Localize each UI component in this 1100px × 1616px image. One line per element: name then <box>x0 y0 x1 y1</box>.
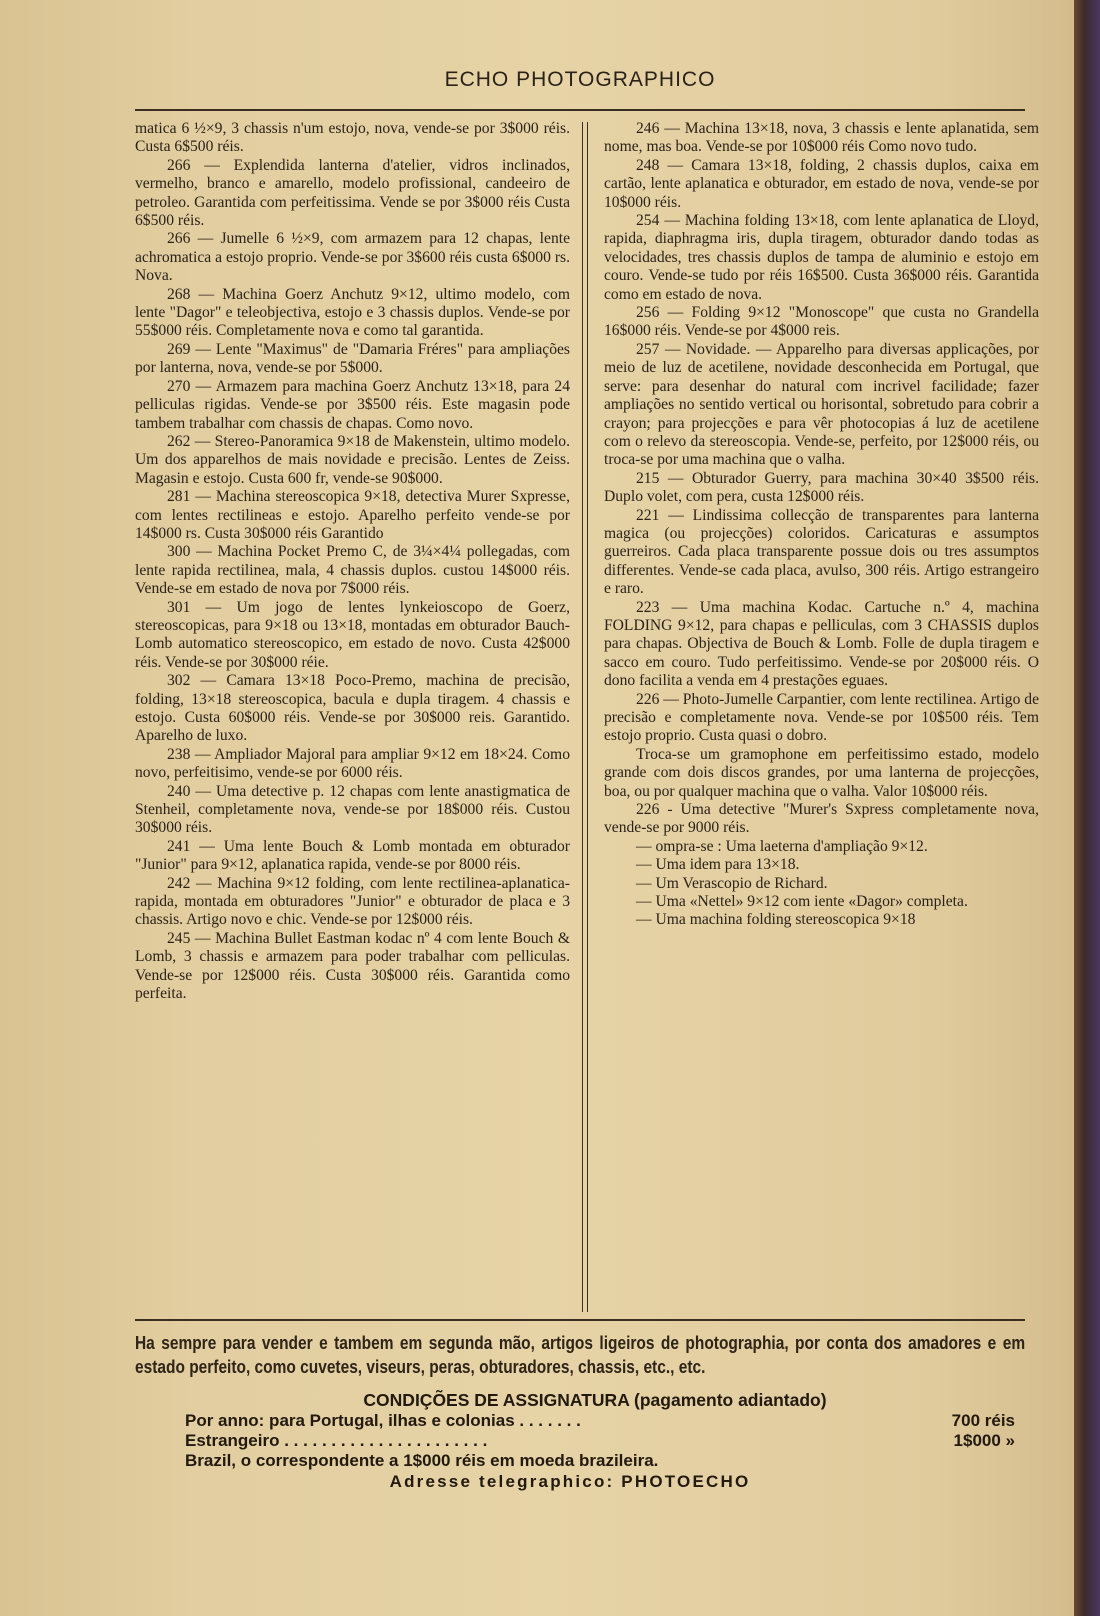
right-column <box>604 120 1039 1315</box>
listing-paragraph: 257 — Novidade. — Apparelho para diversas applicações, por meio de luz de acetilene, novidade desconhecida em Portugal, que serve: para desenhar do natural com incrivel facilidade; fazer ampliações no sentido vertical ou horisontal, sobretudo para cobrir a crayon; para projecções e para vêr photocopias á luz de acetilene com o relevo da stereoscopia. Vende-se, perfeito, por 12$000 réis, ou troca-se por uma machina que o valha. <box>604 340 1039 469</box>
listing-paragraph: — Uma machina folding stereoscopica 9×18 <box>636 911 916 929</box>
listing-paragraph: 226 - Uma detective "Murer's Sxpress completamente nova, vende-se por 9000 réis. <box>604 801 1039 837</box>
page-edge <box>1074 0 1100 1616</box>
listing-paragraph: — Uma «Nettel» 9×12 com iente «Dagor» completa. <box>636 893 968 911</box>
left-column <box>135 120 570 1315</box>
subscription-row <box>185 1411 1015 1431</box>
telegraph-address: Adresse telegraphico: PHOTOECHO <box>389 1472 751 1491</box>
listing-paragraph: 215 — Obturador Guerry, para machina 30×40 3$500 réis. Duplo volet, com pera, custa 12$000 réis. <box>604 469 1039 506</box>
listing-paragraph: 238 — Ampliador Majoral para ampliar 9×12 em 18×24. Como novo, perfeitisimo, vende-se por 6000 réis. <box>135 745 570 782</box>
listing-paragraph: — ompra-se : Uma laeterna d'ampliação 9×12. <box>636 837 928 855</box>
subscription-row-label: Estrangeiro . . . . . . . . . . . . . . . . . . . . . . <box>185 1431 488 1450</box>
column-divider <box>582 122 588 1312</box>
listing-paragraph: 300 — Machina Pocket Premo C, de 3¼×4¼ pollegadas, com lente rapida rectilinea, mala, 4 chassis duplos. custou 14$000 réis. Vende-se em estado de nova por 7$000 réis. <box>135 543 570 598</box>
subscription-row-price: 1$000 » <box>953 1431 1015 1450</box>
listing-paragraph: 241 — Uma lente Bouch & Lomb montada em obturador "Junior" para 9×12, aplanatica rapida, vende-se por 8000 réis. <box>135 837 570 874</box>
listing-paragraph: 254 — Machina folding 13×18, com lente aplanatica de Lloyd, rapida, diaphragma iris, dupla tiragem, obturador dando todas as velocidades, tres chassis duplos de tampa de aluminio e estojo em couro. Vende-se tudo por réis 16$500. Custa 36$000 réis. Garantida como em estado de nova. <box>604 212 1039 303</box>
top-rule <box>135 109 1025 111</box>
listing-paragraph: 242 — Machina 9×12 folding, com lente rectilinea-aplanatica-rapida, montada em obturadores "Junior" e obturador de placa e 3 chassis. Artigo novo e chic. Vende-se por 12$000 réis. <box>135 874 570 929</box>
listing-paragraph: 266 — Explendida lanterna d'atelier, vidros inclinados, vermelho, branco e amarello, modelo profissional, candeeiro de petroleo. Garantida com perfeitissima. Vende se por 3$000 réis Custa 6$500 réis. <box>135 156 570 230</box>
listing-paragraph: 270 — Armazem para machina Goerz Anchutz 13×18, para 24 pelliculas rigidas. Vende-se por 3$500 réis. Este magasin pode tambem trabalhar com chassis de chapas. Como novo. <box>135 377 570 432</box>
footer-notice: Ha sempre para vender e tambem em segunda mão, artigos ligeiros de photographia, por conta dos amadores e em estado perfeito, como cuvetes, viseurs, peras, obturadores, chassis, etc., etc. <box>135 1333 1026 1377</box>
listing-paragraph: 246 — Machina 13×18, nova, 3 chassis e lente aplanatida, sem nome, mas boa. Vende-se por 10$000 réis Como novo tudo. <box>604 120 1039 156</box>
subscription-block <box>185 1389 1015 1493</box>
listing-paragraph: 223 — Uma machina Kodac. Cartuche n.º 4, machina FOLDING 9×12, para chapas e pelliculas, com 3 CHASSIS duplos para chapas. Objectiva de Bouch & Lomb. Folle de dupla tiragem e sacco em couro. Tudo perfeitissimo. Vende-se por 20$000 réis. O dono facilita a venda em 4 prestações eguaes. <box>604 598 1039 690</box>
listing-paragraph: 301 — Um jogo de lentes lynkeioscopo de Goerz, stereoscopicas, para 9×18 ou 13×18, montadas em obturador Bauch-Lomb automatico stereoscopico, em estado de novo. Custa 42$000 réis. Vende-se por 30$000 réie. <box>135 598 570 671</box>
bottom-rule <box>135 1319 1025 1321</box>
listing-paragraph: 248 — Camara 13×18, folding, 2 chassis duplos, caixa em cartão, lente aplanatica e obturador, em estado de nova, vende-se por 10$000 réis. <box>604 156 1039 211</box>
listing-paragraph: 266 — Jumelle 6 ½×9, com armazem para 12 chapas, lente achromatica a estojo proprio. Vende-se por 3$600 réis custa 6$000 rs. Nova. <box>135 230 570 285</box>
listing-paragraph: 268 — Machina Goerz Anchutz 9×12, ultimo modelo, com lente "Dagor" e teleobjectiva, estojo e 3 chassis duplos. Vende-se por 55$000 réis. Completamente nova e como tal garantida. <box>135 285 570 340</box>
listing-paragraph: 262 — Stereo-Panoramica 9×18 de Makenstein, ultimo modelo. Um dos apparelhos de mais novidade e precisão. Lentes de Zeiss. Magasin e estojo. Custa 600 fr, vende-se 90$000. <box>135 432 570 487</box>
page-header: ECHO PHOTOGRAPHICO <box>444 68 716 91</box>
listing-paragraph: 269 — Lente "Maximus" de "Damaria Fréres" para ampliações por lanterna, nova, vende-se por 5$000. <box>135 340 570 377</box>
listing-paragraph: 245 — Machina Bullet Eastman kodac nº 4 com lente Bouch & Lomb, 3 chassis e armazem para poder trabalhar com pelliculas. Vende-se por 12$000 réis. Custa 30$000 réis. Garantida como perfeita. <box>135 929 570 1003</box>
listing-paragraph: 240 — Uma detective p. 12 chapas com lente anastigmatica de Stenheil, completamente nova, vende-se por 18$000 réis. Custou 30$000 réis. <box>135 782 570 837</box>
subscription-row-price: 700 réis <box>951 1411 1015 1430</box>
subscription-row-label: Por anno: para Portugal, ilhas e colonias . . . . . . . <box>185 1411 581 1430</box>
listing-paragraph: 302 — Camara 13×18 Poco-Premo, machina de precisão, folding, 13×18 stereoscopica, bacula e dupla tiragem. 4 chassis e estojo. Custa 60$000 réis. Vende-se por 30$000 reis. Garantido. Aparelho de luxo. <box>135 672 570 745</box>
listing-paragraph: 226 — Photo-Jumelle Carpantier, com lente rectilinea. Artigo de precisão e completamente nova. Vende-se por 10$500 réis. Tem estojo proprio. Custa quasi o dobro. <box>604 690 1039 745</box>
listing-paragraph: Troca-se um gramophone em perfeitissimo estado, modelo grande com dois discos grandes, por uma lanterna de projecções, boa, ou por qualquer machina que o valha. Valor 10$000 réis. <box>604 745 1039 800</box>
subscription-row <box>185 1431 1015 1451</box>
listing-paragraph: 256 — Folding 9×12 "Monoscope" que custa no Grandella 16$000 réis. Vende-se por 4$000 reis. <box>604 304 1039 340</box>
listing-paragraph: 221 — Lindissima collecção de transparentes para lanterna magica (ou projecções) coloridos. Caricaturas e assumptos guerreiros. Cada placa transparente possue dois ou tres assumptos differentes. Vende-se cada placa, avulso, 300 réis. Artigo estrangeiro e raro. <box>604 506 1039 598</box>
listing-paragraph: — Uma idem para 13×18. <box>636 856 800 874</box>
listing-paragraph: — Um Verascopio de Richard. <box>636 874 828 892</box>
subscription-title: CONDIÇÕES DE ASSIGNATURA (pagamento adiantado) <box>363 1390 827 1410</box>
brazil-note: Brazil, o correspondente a 1$000 réis em moeda brazileira. <box>185 1451 659 1470</box>
listing-paragraph: matica 6 ½×9, 3 chassis n'um estojo, nova, vende-se por 3$000 réis. Custa 6$500 réis. <box>135 120 570 156</box>
listing-paragraph: 281 — Machina stereoscopica 9×18, detectiva Murer Sxpresse, com lentes rectilineas e estojo. Aparelho perfeito vende-se por 14$000 rs. Custa 30$000 réis Garantido <box>135 488 570 542</box>
